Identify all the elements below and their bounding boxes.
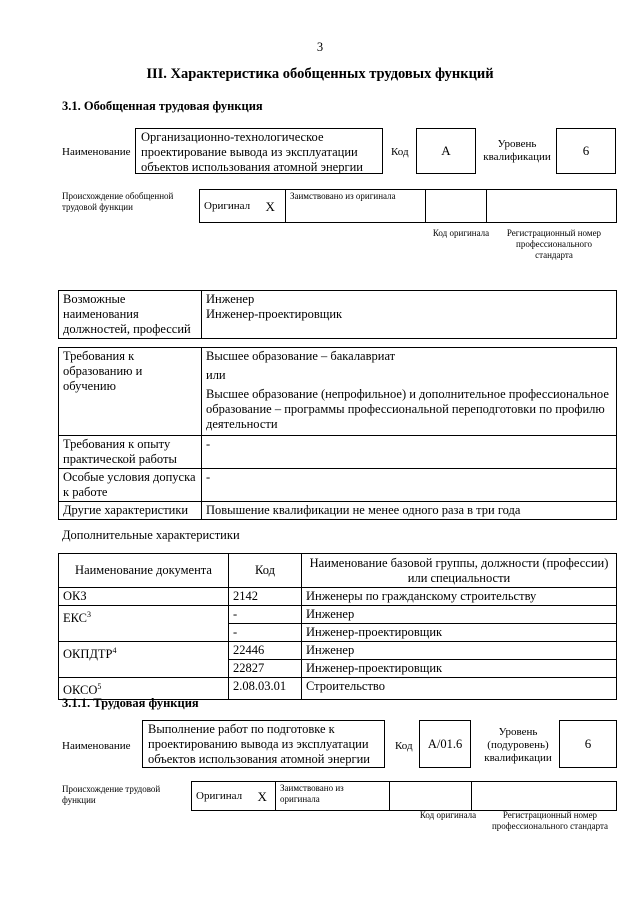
gtf-heading: 3.1. Обобщенная трудовая функция [62,99,263,113]
gtf-code-label: Код [391,146,409,158]
doc-name: ОКПДТР [63,647,113,662]
doc-name: ОКЗ [63,589,87,603]
gtf-original-mark: X [255,190,285,223]
positions-table [58,290,617,339]
table-row-name: Инженер [302,606,617,624]
positions-label: Возможные наименования должностей, профессий [59,291,202,339]
special-label: Особые условия допуска к работе [59,469,202,502]
tf-code-box [419,720,471,768]
gtf-reg-number-caption: Регистрационный номер профессионального стандарта [506,228,602,260]
gtf-code-original-cell [425,190,487,223]
position-item: Инженер [206,292,255,306]
tf-name-box [142,720,385,768]
tf-code-label: Код [395,740,413,752]
gtf-origin-table [199,189,617,223]
gtf-original-label: Оригинал [200,190,256,223]
tf-level-label: Уровень (подуровень) квалификации [484,726,552,764]
gtf-code-box [416,128,476,174]
gtf-borrowed-label: Заимствовано из оригинала [285,190,425,223]
education-label: Требования к образованию и обучению [59,348,202,436]
page-number: 3 [316,40,324,54]
position-item: Инженер-проектировщик [206,307,343,321]
gtf-name-box [135,128,383,174]
table-row-doc [59,642,229,678]
tf-borrowed-label: Заимствовано из оригинала [276,782,390,811]
col-name-header: Наименование базовой группы, должности (профессии) или специальности [302,554,617,588]
footnote-ref: 3 [87,610,91,619]
requirements-table [58,347,617,520]
doc-name: ОКСО [63,683,98,698]
experience-value: - [202,436,617,469]
other-label: Другие характеристики [59,502,202,520]
gtf-level-box [556,128,616,174]
tf-original-label: Оригинал [192,782,250,811]
table-row-name: Инженер [302,642,617,660]
gtf-name-label: Наименование [62,146,131,158]
table-row-doc [59,606,229,642]
gtf-origin-label: Происхождение обобщенной трудовой функции [62,191,174,212]
table-row-code: 22446 [229,642,302,660]
positions-values [202,291,617,339]
tf-heading: 3.1.1. Трудовая функция [62,696,199,710]
gtf-level-label: Уровень квалификации [483,138,551,163]
education-values [202,348,617,436]
education-line: Высшее образование – бакалавриат [206,349,396,363]
gtf-level-value: 6 [582,143,590,158]
footnote-ref: 5 [97,682,102,691]
tf-level-box [559,720,617,768]
footnote-ref: 4 [112,646,117,655]
tf-code-value: А/01.6 [427,737,463,751]
table-row-name: Инженер-проектировщик [302,624,617,642]
table-row-doc [59,588,229,606]
table-row-code: - [229,606,302,624]
gtf-name-value: Организационно-технологическое проектирование вывода из эксплуатации объектов использования атомной энергии [141,130,363,174]
table-row-name: Инженер-проектировщик [302,660,617,678]
tf-reg-number-cell [472,782,617,811]
additional-table [58,553,617,700]
tf-name-label: Наименование [62,740,131,752]
gtf-code-value: А [441,143,451,158]
other-value: Повышение квалификации не менее одного раза в три года [202,502,617,520]
experience-label: Требования к опыту практической работы [59,436,202,469]
tf-reg-number-caption: Регистрационный номер профессионального стандарта [491,810,609,831]
table-row-code: 2142 [229,588,302,606]
section-title: III. Характеристика обобщенных трудовых функций [146,66,494,82]
additional-heading: Дополнительные характеристики [62,528,240,542]
tf-name-value: Выполнение работ по подготовке к проектированию вывода из эксплуатации объектов использования атомной энергии [148,722,370,766]
gtf-reg-number-cell [487,190,617,223]
tf-code-original-caption: Код оригинала [419,810,477,820]
tf-code-original-cell [390,782,472,811]
tf-level-value: 6 [584,736,592,751]
education-line: Высшее образование (непрофильное) и дополнительное профессиональное образование – программы профессиональной переподготовки по профилю деятельности [206,387,609,431]
tf-original-mark: X [250,782,276,811]
tf-origin-label: Происхождение трудовой функции [62,784,161,805]
col-code-header: Код [229,554,302,588]
table-row-name: Строительство [302,678,617,700]
table-row-code: 22827 [229,660,302,678]
col-doc-header: Наименование документа [59,554,229,588]
education-line: или [206,368,226,382]
special-value: - [202,469,617,502]
table-row-code: - [229,624,302,642]
tf-origin-table [191,781,617,811]
doc-name: ЕКС [63,611,87,626]
gtf-code-original-caption: Код оригинала [432,228,490,238]
table-row-code: 2.08.03.01 [229,678,302,700]
table-row-name: Инженеры по гражданскому строительству [302,588,617,606]
